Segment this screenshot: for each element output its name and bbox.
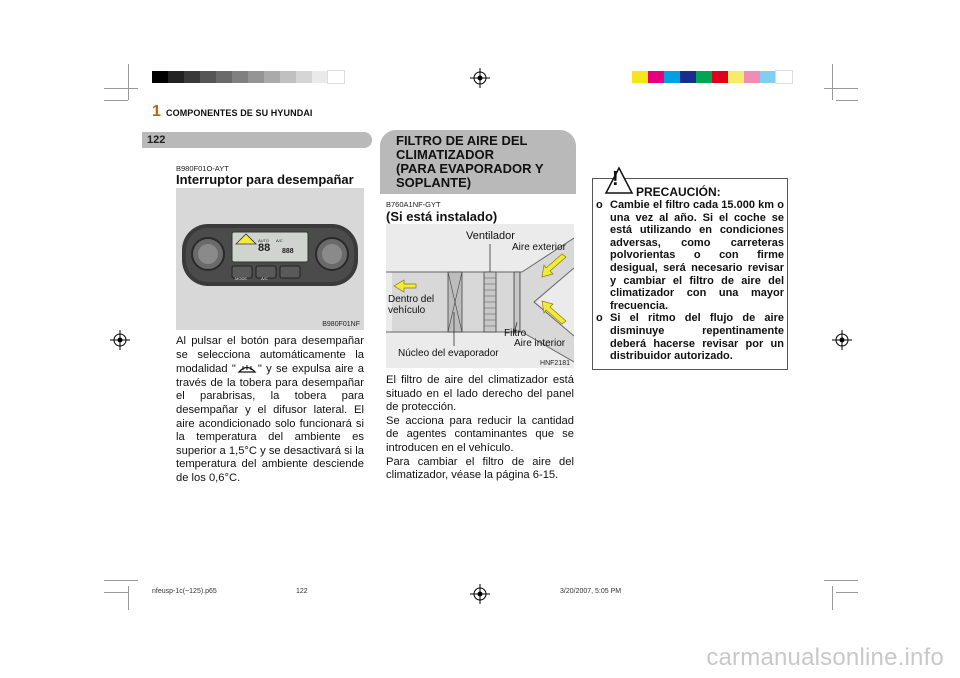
warning-triangle-icon: [604, 166, 634, 196]
registration-mark-right: [832, 330, 852, 350]
caution-item-text: Si el ritmo del flujo de aire disminuye repentinamente deberá hacerse revisar por un distribuidor autorizado.: [610, 312, 784, 363]
middle-body-text: [386, 374, 574, 483]
caution-item: [596, 199, 784, 312]
chapter-number: 1: [152, 103, 161, 120]
air-filter-diagram: [386, 224, 574, 368]
caution-title: PRECAUCIÓN:: [636, 185, 721, 199]
inside-vehicle-label: [388, 294, 434, 316]
registration-mark-top: [470, 68, 490, 88]
panel-display-ac: A/C: [276, 238, 283, 243]
section-title-line: SOPLANTE): [396, 175, 472, 190]
panel-display-auto: AUTO: [258, 238, 270, 243]
middle-section-code: B760A1NF-GYT: [386, 200, 441, 209]
panel-ac-button: A/C: [261, 276, 268, 281]
panel-display-outside-temp: 888: [282, 248, 294, 255]
middle-section-subtitle: (Si está instalado): [386, 209, 498, 224]
section-title: [396, 134, 566, 190]
left-body-text: [176, 335, 364, 486]
filter-label: Filtro: [504, 328, 527, 339]
footer-page: 122: [296, 588, 308, 595]
middle-paragraph: Para cambiar el filtro de aire del climatizador, véase la página 6-15.: [386, 455, 574, 482]
defrost-icon: [236, 362, 258, 374]
panel-mode-button: MODE: [235, 276, 247, 281]
left-text-part2: " y se expulsa aire a través de la tobera para desempañar el parabrisas, la tobera para desempañar y el difusor lateral. El aire acondicionado solo funcionará si la temperatura del ambiente es superior a 1,5°C y se desactivará si la temperatura del ambiente desciende de los 0,6°C.: [176, 363, 364, 484]
caution-item: [596, 312, 784, 362]
inside-vehicle-label-line2: vehículo: [388, 305, 426, 316]
middle-paragraph: Se acciona para reducir la cantidad de agentes contaminantes que se introducen en el vehículo.: [386, 414, 574, 454]
left-section-code: B980F01O-AYT: [176, 164, 229, 173]
left-image-label: B980F01NF: [322, 321, 360, 328]
climate-panel-figure: [176, 188, 364, 330]
caution-item-text: Cambie el filtro cada 15.000 km o una vez al año. Si el coche se está utilizando en condiciones adversas, como carreteras polvorientas o con firme desigual, será necesario revisar y cambiar el filtro de aire del climatizador con una mayor frecuencia.: [610, 199, 784, 312]
footer-file: nfeusp-1c(~125).p65: [152, 588, 217, 595]
ventilator-label: Ventilador: [466, 230, 515, 242]
evaporator-core-label: Núcleo del evaporador: [398, 348, 499, 359]
warning-exclamation: !: [612, 168, 619, 190]
caution-bullet: o: [596, 199, 603, 211]
section-title-line: CLIMATIZADOR: [396, 147, 494, 162]
left-section-title: Interruptor para desempañar: [176, 172, 354, 187]
caution-list: [596, 199, 784, 363]
watermark: carmanualsonline.info: [706, 644, 944, 671]
grayscale-bar: [152, 71, 344, 83]
middle-paragraph: El filtro de aire del climatizador está situado en el lado derecho del panel de protección.: [386, 374, 574, 414]
section-title-line: (PARA EVAPORADOR Y: [396, 161, 544, 176]
section-title-line: FILTRO DE AIRE DEL: [396, 133, 528, 148]
registration-mark-bottom: [470, 584, 490, 604]
inside-air-label: Aire interior: [514, 338, 566, 349]
panel-display-temp: 88: [258, 242, 271, 254]
outside-air-label: Aire exterior: [512, 242, 566, 253]
left-text-part1: Al pulsar el botón para desempañar se selecciona automáticamente la modalidad ": [176, 335, 364, 376]
page-number-tab: [142, 132, 372, 148]
climate-panel-illustration: [176, 188, 364, 320]
page-number: 122: [147, 134, 166, 146]
chapter-title: COMPONENTES DE SU HYUNDAI: [166, 108, 313, 118]
color-bar: [632, 71, 792, 83]
caution-bullet: o: [596, 312, 603, 325]
inside-vehicle-label-line1: Dentro del: [388, 294, 435, 305]
registration-mark-left: [110, 330, 130, 350]
footer-date: 3/20/2007, 5:05 PM: [560, 588, 622, 595]
diagram-image-label: HNF2181: [540, 360, 570, 367]
